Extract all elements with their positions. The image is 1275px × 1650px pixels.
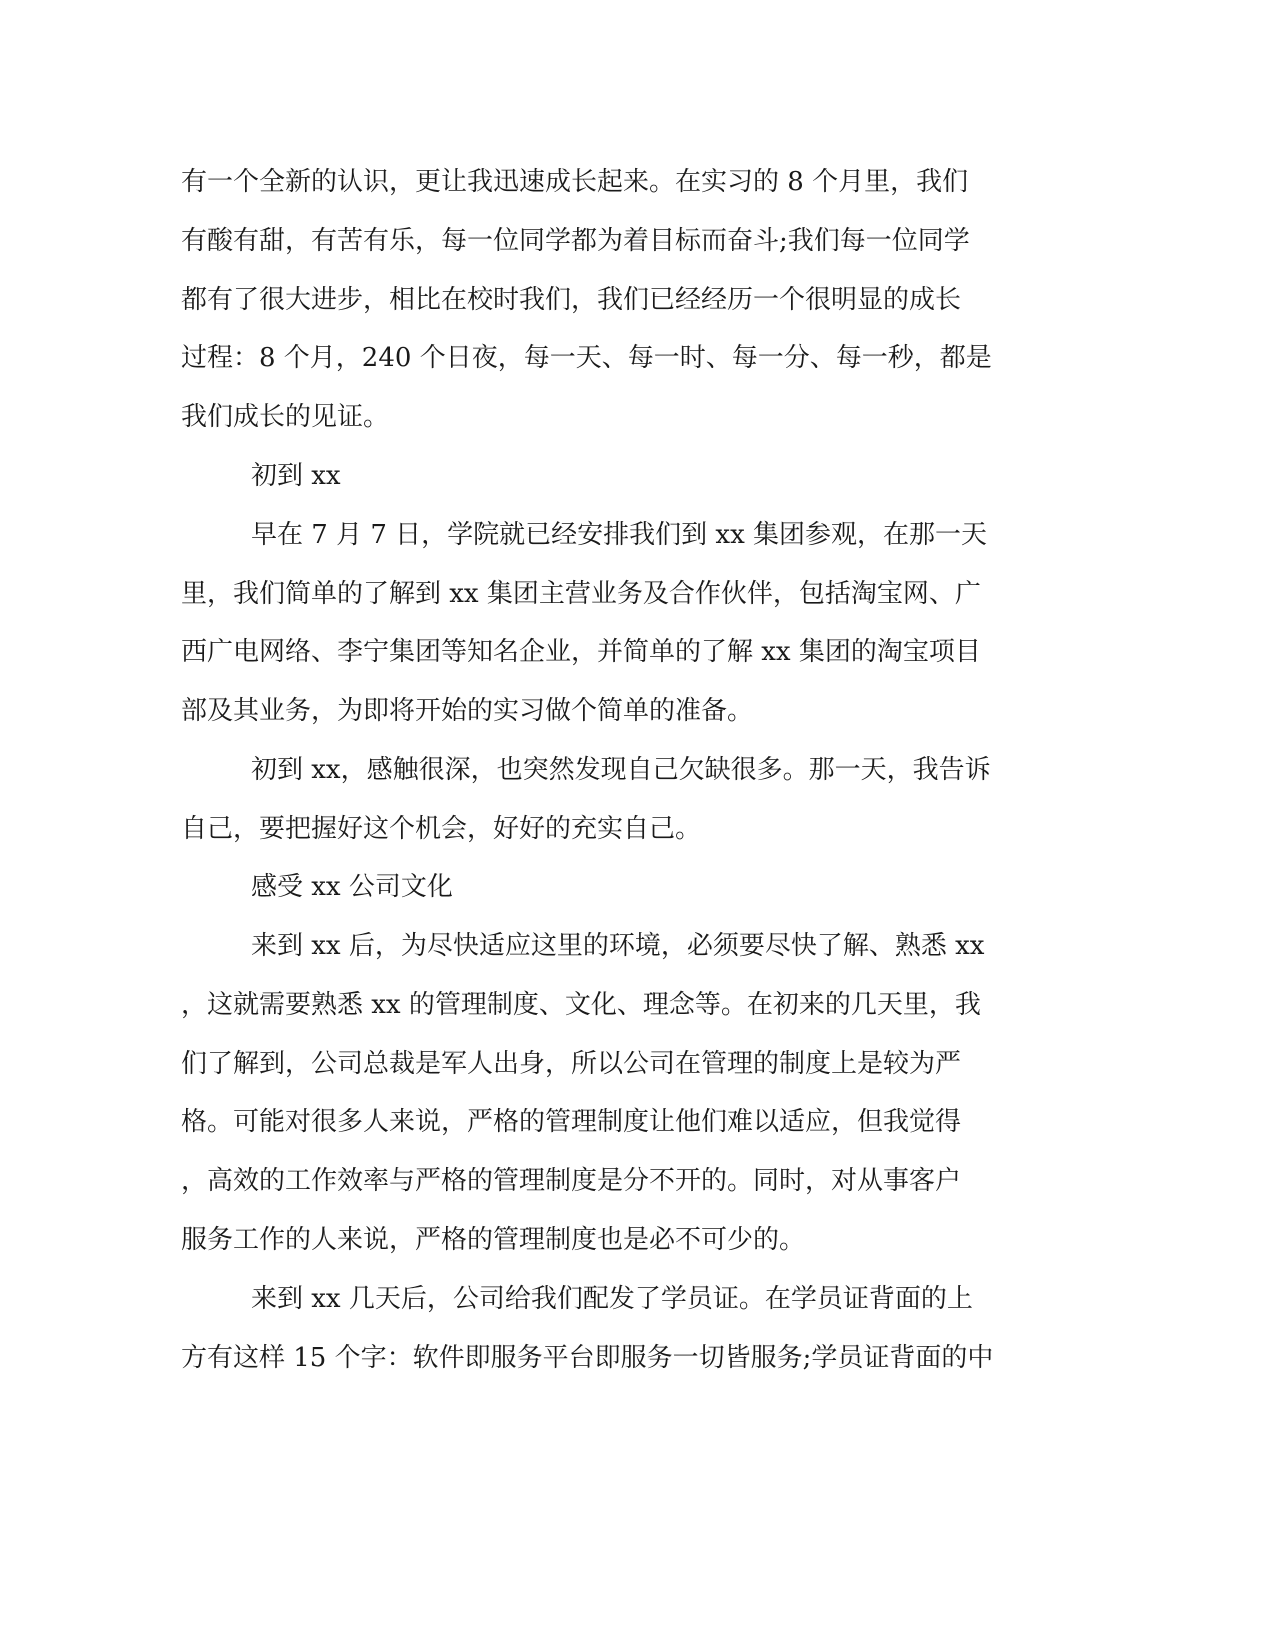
text-line: 服务工作的人来说，严格的管理制度也是必不可少的。 [181,1225,806,1255]
text-line: 我们成长的见证。 [181,402,390,432]
text-line: 部及其业务，为即将开始的实习做个简单的准备。 [181,696,754,726]
text-line: 来到 xx 后，为尽快适应这里的环境，必须要尽快了解、熟悉 xx [251,931,985,961]
section-heading: 初到 xx [251,461,341,491]
text-line: 早在 7 月 7 日，学院就已经安排我们到 xx 集团参观，在那一天 [251,520,987,550]
text-line: 自己，要把握好这个机会，好好的充实自己。 [181,814,702,844]
text-line: 初到 xx，感触很深，也突然发现自己欠缺很多。那一天，我告诉 [251,755,991,785]
text-line: 西广电网络、李宁集团等知名企业，并简单的了解 xx 集团的淘宝项目 [181,637,981,667]
text-line: 格。可能对很多人来说，严格的管理制度让他们难以适应，但我觉得 [181,1107,962,1137]
text-line: 有酸有甜，有苦有乐，每一位同学都为着目标而奋斗;我们每一位同学 [181,226,970,256]
text-line: ，这就需要熟悉 xx 的管理制度、文化、理念等。在初来的几天里，我 [181,990,981,1020]
text-line: 都有了很大进步，相比在校时我们，我们已经经历一个很明显的成长 [181,285,962,315]
text-line: 过程：8 个月，240 个日夜，每一天、每一时、每一分、每一秒，都是 [181,343,992,373]
text-line: 方有这样 15 个字：软件即服务平台即服务一切皆服务;学员证背面的中 [181,1343,994,1373]
text-line: 里，我们简单的了解到 xx 集团主营业务及合作伙伴，包括淘宝网、广 [181,579,981,609]
text-line: ，高效的工作效率与严格的管理制度是分不开的。同时，对从事客户 [181,1166,962,1196]
text-line: 们了解到，公司总裁是军人出身，所以公司在管理的制度上是较为严 [181,1049,962,1079]
text-line: 来到 xx 几天后，公司给我们配发了学员证。在学员证背面的上 [251,1284,973,1314]
section-heading: 感受 xx 公司文化 [251,872,453,902]
text-line: 有一个全新的认识，更让我迅速成长起来。在实习的 8 个月里，我们 [181,167,969,197]
